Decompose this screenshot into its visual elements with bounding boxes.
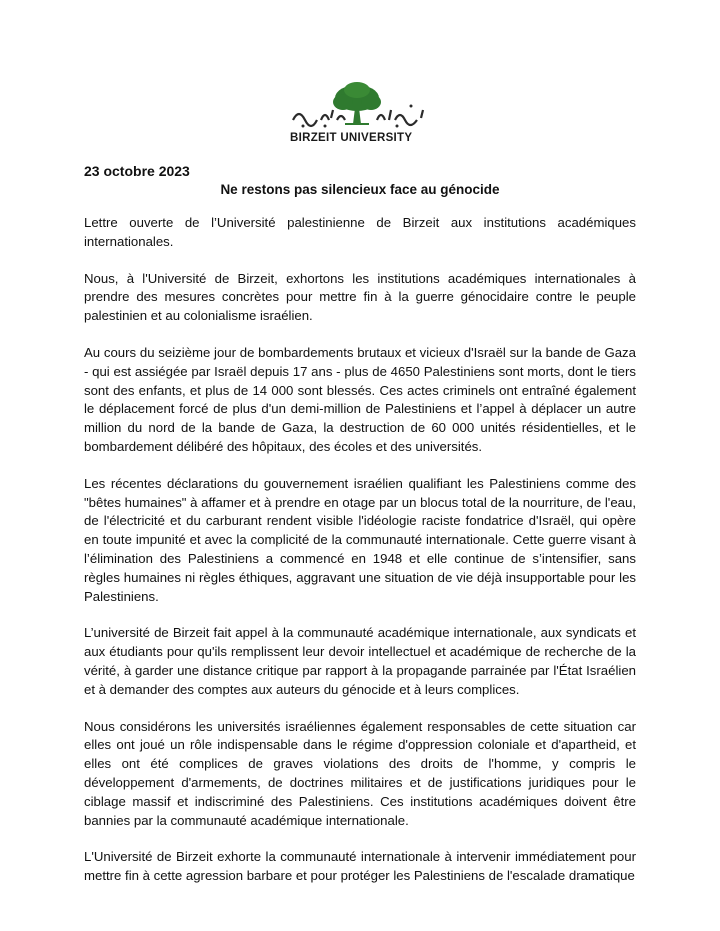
paragraph-6: Nous considérons les universités israéliennes également responsables de cette situation car elles ont joué un rôle indispensable dans le régime d'oppression coloniale et d'apartheid, et elles ont été complices de graves violations des droits de l'homme, y compris le développement d'armements, de doctrines militaires et de justifications juridiques pour le ciblage massif et indiscriminé des Palestiniens. Ces institutions académiques doivent être bannies par la communauté académique internationale. — [84, 718, 636, 828]
university-logo — [285, 80, 430, 148]
letter-title: Ne restons pas silencieux face au génocide — [220, 182, 500, 197]
paragraph-4: Les récentes déclarations du gouvernement israélien qualifiant les Palestiniens comme des "bêtes humaines" à affamer et à prendre en otage par un blocus total de la nourriture, de l'eau, de l'électricité et du carburant rendent visible l'idéologie raciste fondatrice d'Israël, qui opère en toute impunité et avec la complicité de la communauté internationale. Cette guerre visant à l’élimination des Palestiniens a commencé en 1948 et elle continue de s’intensifier, sans règles humaines ni règles éthiques, aggravant une situation de vie déjà insupportable pour les Palestiniens. — [84, 475, 636, 604]
university-logo-text: BIRZEIT UNIVERSITY — [290, 132, 413, 144]
paragraph-7: L'Université de Birzeit exhorte la communauté internationale à intervenir immédiatement pour mettre fin à cette agression barbare et pour protéger les Palestiniens de l'escalade dramatique — [84, 849, 636, 884]
paragraph-5: L’université de Birzeit fait appel à la communauté académique internationale, aux syndicats et aux étudiants pour qu'ils remplissent leur devoir intellectuel et académique de recherche de la vérité, à garder une distance critique par rapport à la propagande parrainée par l'État Israélien et à demander des comptes aux auteurs du génocide et à leurs complices. — [84, 625, 636, 697]
letter-date: 23 octobre 2023 — [84, 163, 190, 179]
paragraph-3: Au cours du seizième jour de bombardements brutaux et vicieux d'Israël sur la bande de Gaza - qui est assiégée par Israël depuis 17 ans - plus de 4650 Palestiniens sont morts, dont le tiers sont des enfants, et plus de 14 000 sont blessés. Ces actes criminels ont entraîné également le déplacement forcé de plus d'un demi-million de Palestiniens et l’appel à déplacer un autre million du nord de la bande de Gaza, la destruction de 60 000 unités résidentielles, et le bombardement délibéré des hôpitaux, des écoles et des universités. — [84, 344, 636, 454]
letter-body — [84, 214, 636, 904]
paragraph-2: Nous, à l'Université de Birzeit, exhortons les institutions académiques internationales à prendre des mesures concrètes pour mettre fin à la guerre génocidaire contre le peuple palestinien et au colonialisme israélien. — [84, 270, 636, 324]
tree-emblem-icon — [285, 80, 430, 132]
paragraph-1: Lettre ouverte de l’Université palestinienne de Birzeit aux institutions académiques internationales. — [84, 215, 636, 249]
